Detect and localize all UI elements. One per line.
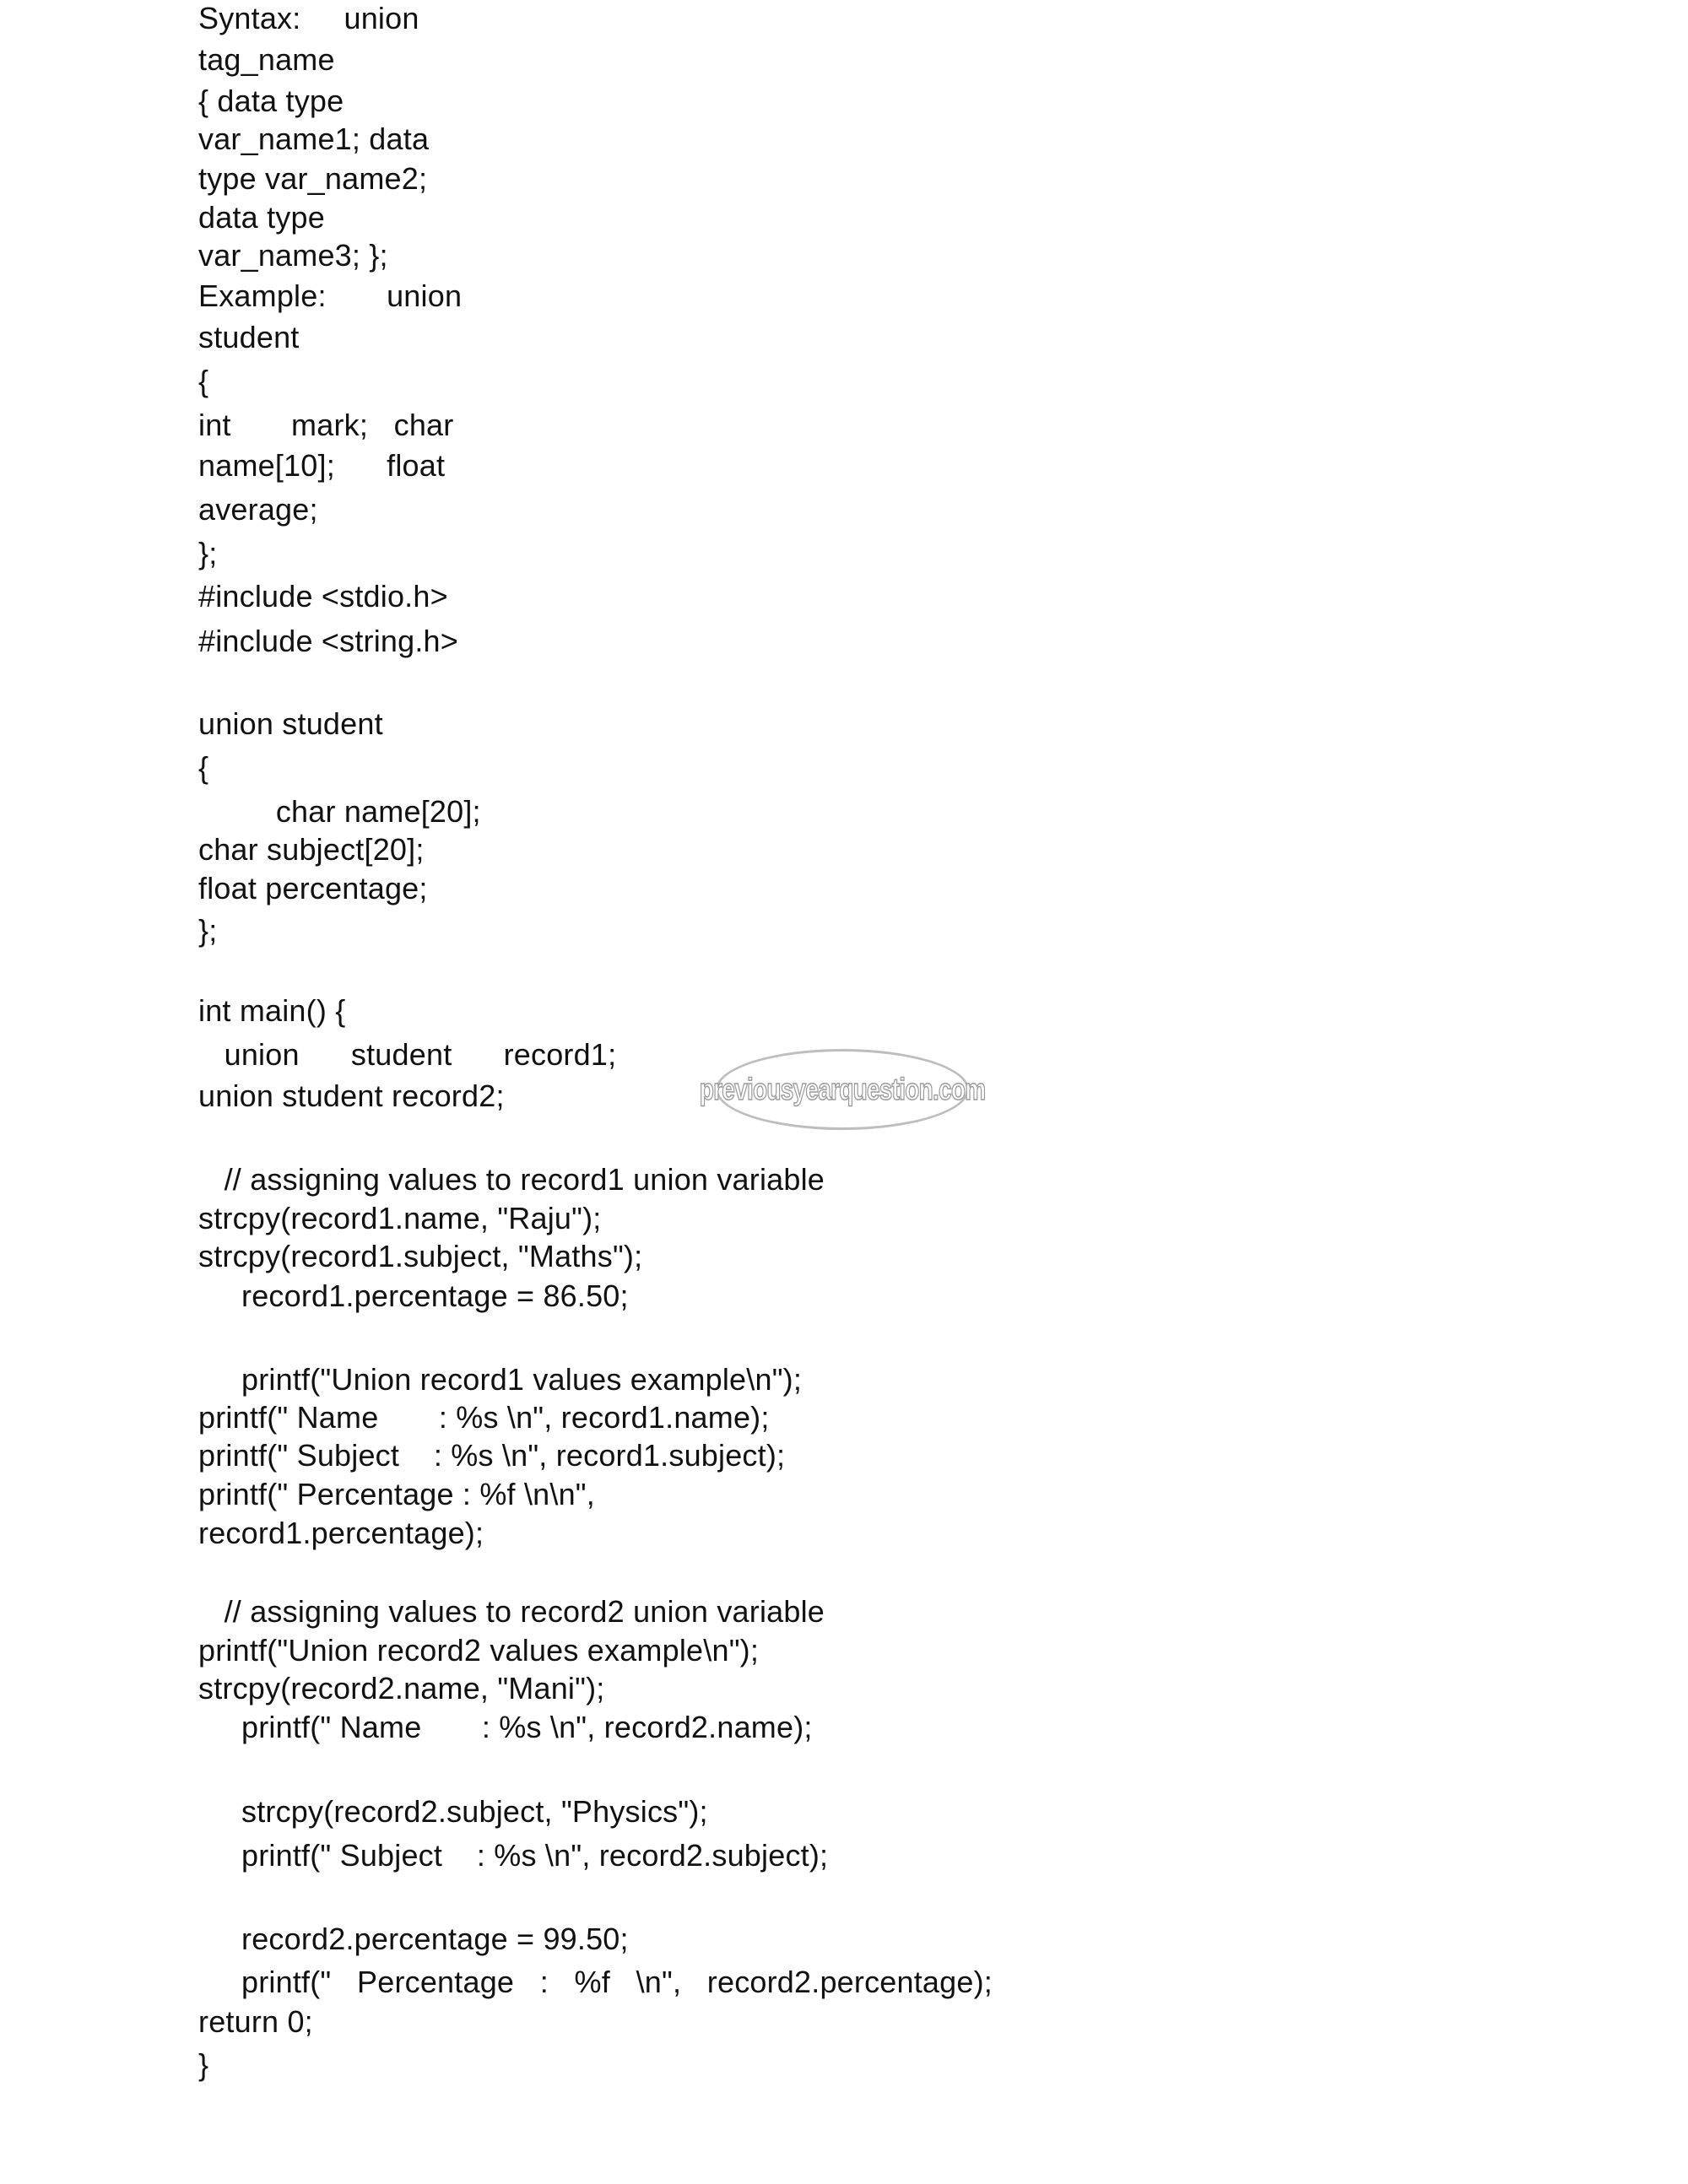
code-line: printf(" Name : %s \n", record2.name); — [198, 1710, 813, 1744]
code-line: return 0; — [198, 2004, 313, 2039]
code-line: float percentage; — [198, 871, 428, 905]
code-line: int mark; char — [198, 408, 454, 442]
code-line: { data type — [198, 84, 344, 118]
code-line: char name[20]; — [198, 794, 481, 829]
code-line: strcpy(record2.name, "Mani"); — [198, 1671, 605, 1706]
code-line: #include <stdio.h> — [198, 579, 448, 614]
code-line: record1.percentage); — [198, 1516, 484, 1550]
code-line: #include <string.h> — [198, 624, 459, 658]
code-line: printf(" Percentage : %f \n", record2.percentage); — [198, 1965, 993, 1999]
code-line: union student record2; — [198, 1078, 505, 1113]
code-line: data type — [198, 200, 325, 235]
code-line: printf(" Name : %s \n", record1.name); — [198, 1400, 770, 1435]
code-line: type var_name2; — [198, 161, 428, 196]
code-line: }; — [198, 536, 218, 570]
code-line: union student record1; — [198, 1037, 617, 1072]
code-line: record1.percentage = 86.50; — [198, 1279, 629, 1313]
code-line: strcpy(record1.subject, "Maths"); — [198, 1239, 643, 1273]
code-line: { — [198, 364, 209, 398]
code-line: { — [198, 750, 209, 785]
code-line: strcpy(record2.subject, "Physics"); — [198, 1794, 708, 1829]
code-line: var_name3; }; — [198, 238, 388, 273]
code-line: union student — [198, 706, 383, 741]
watermark-logo — [699, 1049, 986, 1130]
code-line: tag_name — [198, 42, 335, 77]
code-line: Example: union — [198, 278, 463, 313]
code-line: }; — [198, 913, 218, 948]
code-line: student — [198, 320, 300, 354]
code-line: average; — [198, 492, 318, 527]
code-line: // assigning values to record1 union variable — [198, 1162, 825, 1197]
code-line: printf(" Percentage : %f \n\n", — [198, 1477, 595, 1511]
code-line: printf(" Subject : %s \n", record2.subject); — [198, 1838, 829, 1873]
code-line: var_name1; data — [198, 122, 430, 156]
code-line: printf("Union record2 values example\n"); — [198, 1633, 760, 1668]
watermark-text: previousyearquestion.com — [699, 1072, 986, 1106]
code-line: printf(" Subject : %s \n", record1.subject); — [198, 1438, 786, 1473]
code-line: int main() { — [198, 993, 346, 1028]
code-line: // assigning values to record2 union variable — [198, 1594, 825, 1629]
code-line: Syntax: union — [198, 1, 419, 35]
code-line: char subject[20]; — [198, 832, 425, 867]
code-line: record2.percentage = 99.50; — [198, 1922, 629, 1956]
code-line: name[10]; float — [198, 448, 446, 483]
code-line: } — [198, 2047, 209, 2082]
code-line: strcpy(record1.name, "Raju"); — [198, 1201, 602, 1235]
code-line: printf("Union record1 values example\n"); — [198, 1362, 803, 1397]
